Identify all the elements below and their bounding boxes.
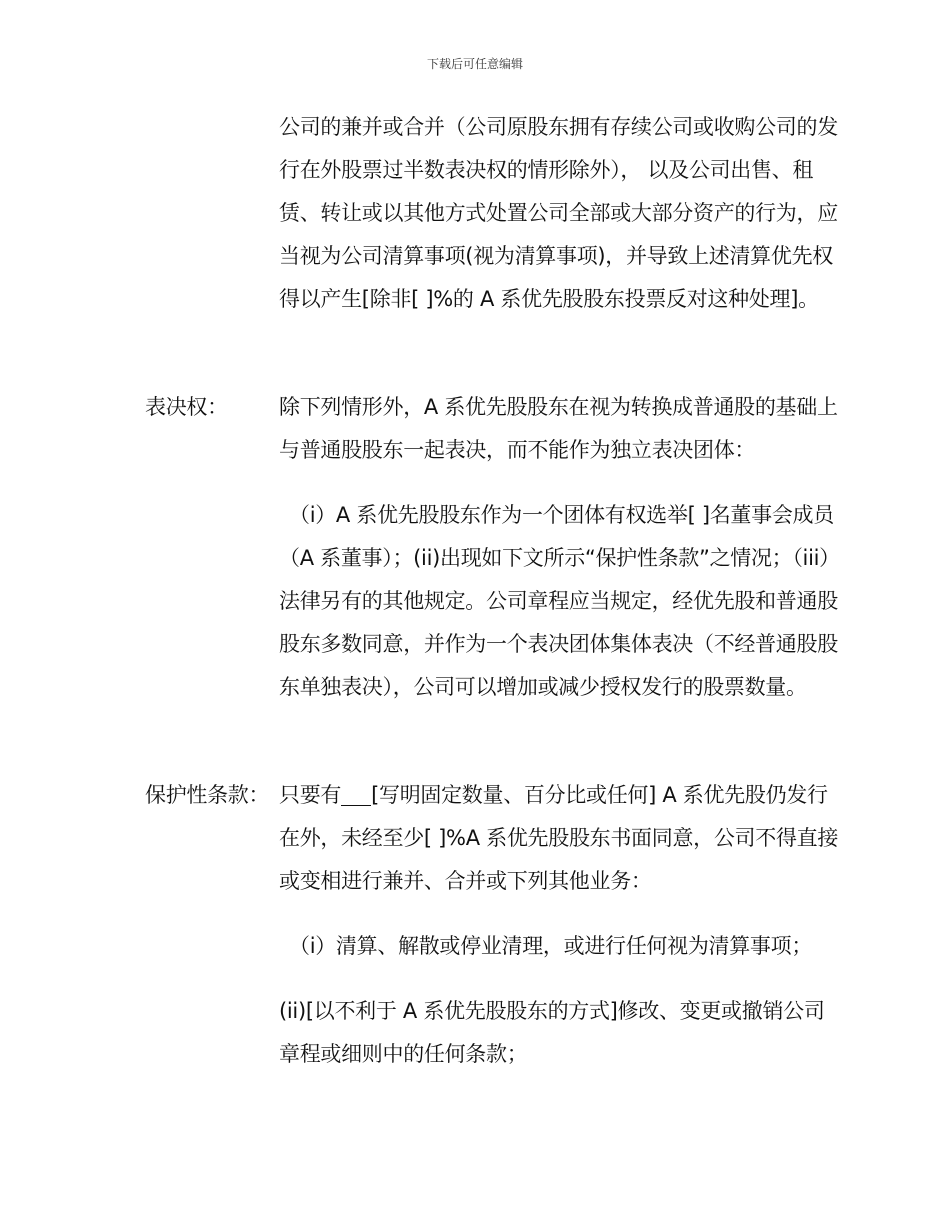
protective-provisions-label: 保护性条款： [145, 783, 270, 807]
protective-item-1: （i）清算、解散或停业清理，或进行任何视为清算事项； [289, 934, 813, 958]
protective-text-start: 只要有 [279, 783, 342, 807]
page-header-note: 下载后可任意编辑 [426, 57, 523, 71]
voting-rights-detail: （i）A 系优先股股东作为一个团体有权选举[ ]名董事会成员（A 系董事）；(ii)出现如下文所示“保护性条款”之情况；（iii）法律另有的其他规定。公司章程应当规定，经优先股和普通股股东多数同意，并作为一个表决团体集体表决（不经普通股股东单独表决），公司可以增加或减少授权发行的股票数量。 [279, 503, 838, 699]
intro-paragraph: 公司的兼并或合并（公司原股东拥有存续公司或收购公司的发行在外股票过半数表决权的情形除外）， 以及公司出售、租赁、转让或以其他方式处置公司全部或大部分资产的行为，应当视为公司清算事项(视为清算事项)，并导致上述清算优先权得以产生[除非[ ]%的 A 系优先股股东投票反对这种处理]。 [279, 115, 838, 311]
fill-in-blank [341, 783, 371, 806]
voting-rights-label: 表决权： [145, 395, 228, 419]
protective-text-rest: [写明固定数量、百分比或任何] A 系优先股仍发行在外，未经至少[ ]%A 系优先股股东书面同意，公司不得直接或变相进行兼并、合并或下列其他业务： [279, 783, 839, 893]
voting-rights-paragraph: 除下列情形外，A 系优先股股东在视为转换成普通股的基础上与普通股股东一起表决，而不能作为独立表决团体： [279, 395, 838, 462]
protective-item-2: (ii)[以不利于 A 系优先股股东的方式]修改、变更或撤销公司章程或细则中的任何条款； [279, 999, 825, 1066]
protective-provisions-paragraph [279, 774, 839, 903]
